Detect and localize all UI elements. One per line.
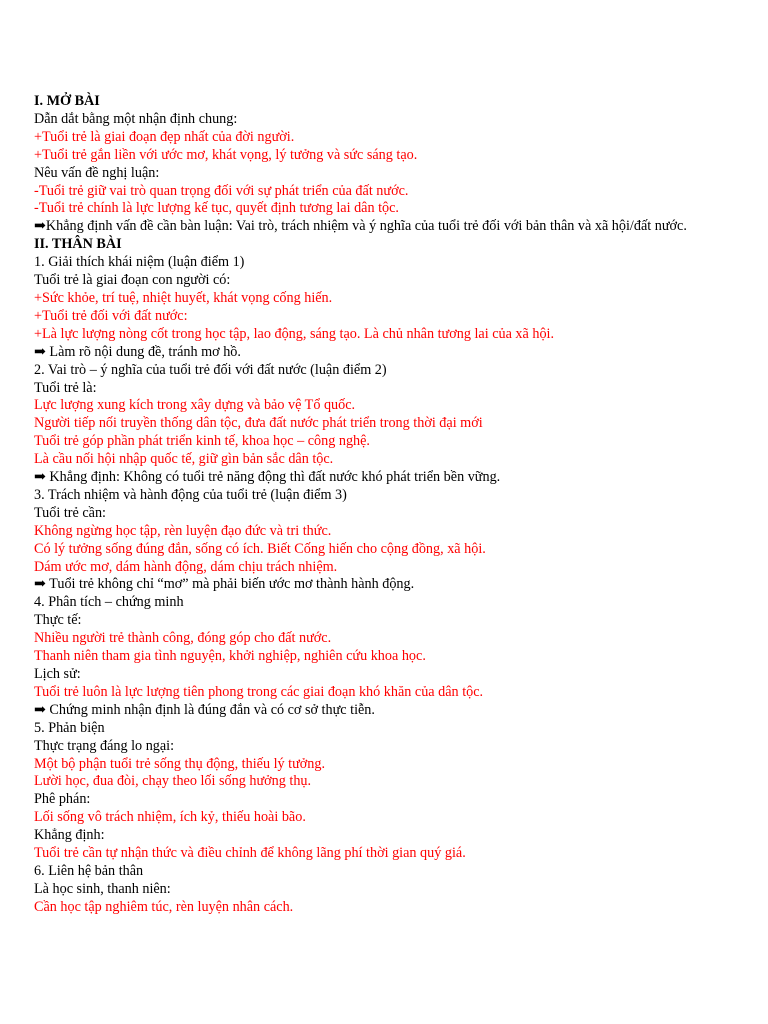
highlighted-line: Tuổi trẻ góp phần phát triển kinh tế, khoa học – công nghệ. bbox=[34, 433, 370, 450]
highlighted-line: Tuổi trẻ luôn là lực lượng tiên phong trong các giai đoạn khó khăn của dân tộc. bbox=[34, 683, 484, 700]
text-line: Tuổi trẻ cần: bbox=[34, 504, 106, 521]
highlighted-line: Dám ước mơ, dám hành động, dám chịu trách nhiệm. bbox=[34, 558, 338, 575]
highlighted-line: Cần học tập nghiêm túc, rèn luyện nhân cách. bbox=[34, 898, 294, 915]
highlighted-line: +Tuổi trẻ là giai đoạn đẹp nhất của đời người. bbox=[34, 128, 295, 145]
highlighted-line: Lười học, đua đòi, chạy theo lối sống hưởng thụ. bbox=[34, 773, 312, 790]
text-line: Khẳng định: bbox=[34, 827, 105, 844]
text-line: Là học sinh, thanh niên: bbox=[34, 880, 171, 897]
subheading-line: 4. Phân tích – chứng minh bbox=[34, 594, 184, 611]
text-line: Phê phán: bbox=[34, 791, 91, 808]
text-line: ➡ Làm rõ nội dung đề, tránh mơ hồ. bbox=[34, 343, 241, 360]
subheading-line: 2. Vai trò – ý nghĩa của tuổi trẻ đối với đất nước (luận điểm 2) bbox=[34, 361, 387, 378]
highlighted-line: Thanh niên tham gia tình nguyện, khởi nghiệp, nghiên cứu khoa học. bbox=[34, 648, 426, 665]
highlighted-line: -Tuổi trẻ giữ vai trò quan trọng đối với sự phát triển của đất nước. bbox=[34, 182, 409, 199]
highlighted-line: +Sức khỏe, trí tuệ, nhiệt huyết, khát vọng cống hiến. bbox=[34, 289, 333, 306]
text-line: Nêu vấn đề nghị luận: bbox=[34, 164, 160, 181]
highlighted-line: Lối sống vô trách nhiệm, ích kỷ, thiếu hoài bão. bbox=[34, 809, 306, 826]
text-line: ➡ Tuổi trẻ không chỉ “mơ” mà phải biến ước mơ thành hành động. bbox=[34, 576, 415, 593]
text-line: Tuổi trẻ là giai đoạn con người có: bbox=[34, 272, 231, 289]
highlighted-line: Một bộ phận tuổi trẻ sống thụ động, thiếu lý tưởng. bbox=[34, 755, 326, 772]
subheading-line: 1. Giải thích khái niệm (luận điểm 1) bbox=[34, 254, 245, 271]
text-line: Tuổi trẻ là: bbox=[34, 379, 97, 396]
document-body bbox=[34, 93, 764, 917]
text-line: Lịch sử: bbox=[34, 666, 81, 682]
text-line: ➡ Khẳng định: Không có tuổi trẻ năng động thì đất nước khó phát triển bền vững. bbox=[34, 469, 501, 486]
highlighted-line: Tuổi trẻ cần tự nhận thức và điều chỉnh để không lãng phí thời gian quý giá. bbox=[34, 845, 466, 862]
highlighted-line: Lực lượng xung kích trong xây dựng và bảo vệ Tổ quốc. bbox=[34, 397, 356, 414]
section-heading-than-bai: II. THÂN BÀI bbox=[34, 236, 122, 253]
subheading-line: 6. Liên hệ bản thân bbox=[34, 862, 144, 879]
highlighted-line: Không ngừng học tập, rèn luyện đạo đức và tri thức. bbox=[34, 522, 332, 539]
subheading-line: 5. Phản biện bbox=[34, 719, 105, 736]
subheading-line: 3. Trách nhiệm và hành động của tuổi trẻ (luận điểm 3) bbox=[34, 486, 347, 503]
highlighted-line: +Tuổi trẻ gắn liền với ước mơ, khát vọng, lý tưởng và sức sáng tạo. bbox=[34, 146, 418, 163]
text-line: ➡ Chứng minh nhận định là đúng đắn và có cơ sở thực tiễn. bbox=[34, 701, 375, 718]
highlighted-line: +Là lực lượng nòng cốt trong học tập, lao động, sáng tạo. Là chủ nhân tương lai của xã hội. bbox=[34, 325, 555, 342]
highlighted-line: Người tiếp nối truyền thống dân tộc, đưa đất nước phát triển trong thời đại mới bbox=[34, 415, 483, 432]
text-line: ➡Khẳng định vấn đề cần bàn luận: Vai trò, trách nhiệm và ý nghĩa của tuổi trẻ đối với bản thân và xã hội/đất nước. bbox=[34, 218, 687, 235]
section-heading-mo-bai: I. MỞ BÀI bbox=[34, 93, 100, 109]
highlighted-line: -Tuổi trẻ chính là lực lượng kế tục, quyết định tương lai dân tộc. bbox=[34, 200, 399, 217]
highlighted-line: Là cầu nối hội nhập quốc tế, giữ gìn bản sắc dân tộc. bbox=[34, 451, 334, 468]
highlighted-line: Nhiều người trẻ thành công, đóng góp cho đất nước. bbox=[34, 630, 332, 647]
text-line: Dẫn dắt bằng một nhận định chung: bbox=[34, 110, 238, 127]
highlighted-line: Có lý tưởng sống đúng đắn, sống có ích. Biết Cống hiến cho cộng đồng, xã hội. bbox=[34, 540, 486, 557]
highlighted-line: +Tuổi trẻ đối với đất nước: bbox=[34, 307, 188, 324]
text-line: Thực trạng đáng lo ngại: bbox=[34, 737, 175, 754]
text-line: Thực tế: bbox=[34, 612, 82, 629]
